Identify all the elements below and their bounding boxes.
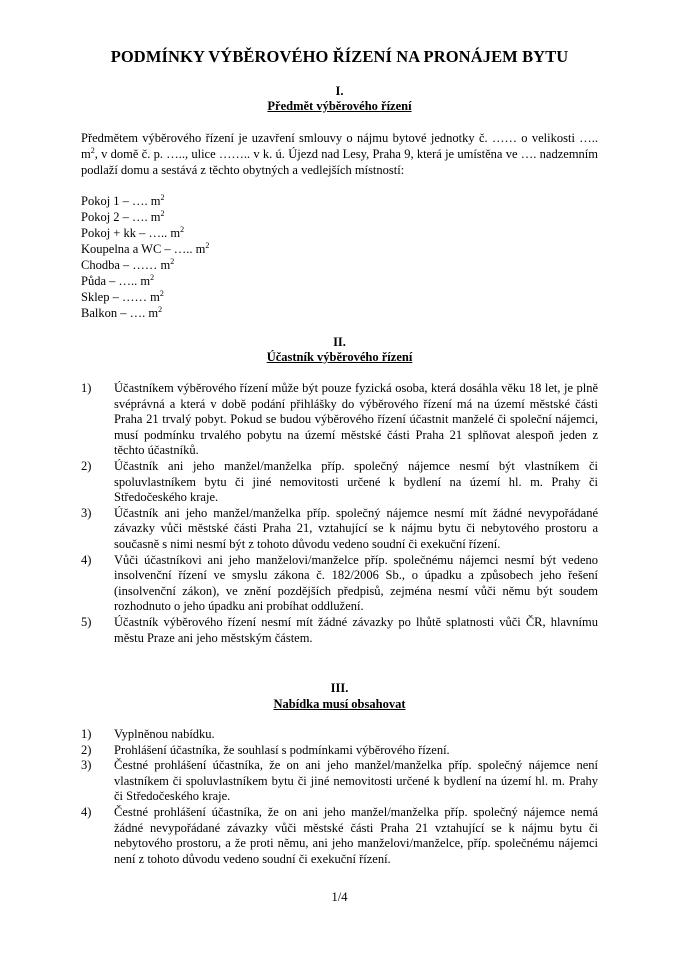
- list-item-text: Účastník výběrového řízení nesmí mít žádné závazky po lhůtě splatnosti vůči ČR, hlavnímu městu Praze ani jeho městským částem.: [114, 614, 598, 645]
- section-2-number: II.: [333, 335, 346, 349]
- room-unit-superscript: 2: [158, 305, 163, 314]
- list-item-number: 1): [81, 727, 92, 741]
- list-item: [81, 506, 598, 553]
- list-item: [81, 615, 598, 646]
- room-item: [81, 193, 209, 209]
- room-unit-superscript: 2: [150, 273, 155, 282]
- room-label: Pokoj 1 – …. m: [81, 194, 161, 208]
- list-item-text: Vyplněnou nabídku.: [114, 727, 215, 741]
- room-item: [81, 241, 209, 257]
- room-item: [81, 273, 209, 289]
- room-list: [81, 193, 209, 321]
- room-unit-superscript: 2: [205, 241, 210, 250]
- room-label: Chodba – …… m: [81, 258, 171, 272]
- list-item-number: 4): [81, 552, 92, 567]
- list-item: [81, 459, 598, 506]
- list-item: [81, 727, 598, 743]
- list-item-number: 2): [81, 458, 92, 473]
- list-item-text: Účastník ani jeho manžel/manželka příp. společný nájemce nesmí být vlastníkem či spoluvlastníkem bytu či jiné nemovitosti určené k bydlení na území hl. m. Prahy či Středočeského kraje.: [114, 458, 598, 505]
- page-number: 1/4: [331, 890, 348, 904]
- list-item-number: 1): [81, 381, 92, 395]
- room-unit-superscript: 2: [170, 257, 175, 266]
- list-item-text: Účastník ani jeho manžel/manželka příp. společný nájemce nesmí mít žádné nevypořádané závazky vůči městské části Praha 21, vztahující se k nájmu bytu či nebytového prostoru a současně s nimi nesmí být z tohoto důvodu vedeno soudní či exekuční řízení.: [114, 505, 598, 551]
- section-2-heading: Účastník výběrového řízení: [266, 350, 413, 364]
- list-item: [81, 743, 598, 759]
- section-1-intro: [81, 130, 598, 178]
- section-2-list: [81, 381, 598, 646]
- room-unit-superscript: 2: [159, 289, 164, 298]
- list-item-text: Vůči účastníkovi ani jeho manželovi/manželce příp. společnému nájemci nesmí být vedeno insolvenční řízení ve smyslu zákona č. 182/2006 Sb., o úpadku a způsobech jeho řešení (insolvenční zákon), ve znění pozdějších předpisů, zejména nesmí vůči němu být soudem rozhodnuto o jeho úpadku ani probíhat oddlužení.: [114, 552, 598, 614]
- room-label: Pokoj + kk – ….. m: [81, 226, 181, 240]
- list-item-number: 3): [81, 758, 92, 773]
- section-3-number: III.: [330, 681, 349, 695]
- list-item-text: Čestné prohlášení účastníka, že on ani jeho manžel/manželka příp. společný nájemce není vlastníkem či spoluvlastníkem bytu či jiné nemovitosti určené k bydlení na území hl. m. Prahy či Středočeského kraje.: [114, 758, 598, 804]
- list-item: [81, 758, 598, 805]
- room-item: [81, 209, 209, 225]
- list-item-text: Prohlášení účastníka, že souhlasí s podmínkami výběrového řízení.: [114, 742, 450, 757]
- list-item: [81, 381, 598, 459]
- room-label: Sklep – …… m: [81, 290, 160, 304]
- intro-text-part2: , v domě č. p. ….., ulice …….. v k. ú. Újezd nad Lesy, Praha 9, která je umístěna ve …. nadzemním podlaží domu a sestává z těchto obytných a vedlejších místností:: [81, 147, 598, 177]
- list-item-number: 4): [81, 804, 92, 819]
- list-item: [81, 805, 598, 867]
- room-label: Pokoj 2 – …. m: [81, 210, 161, 224]
- room-item: [81, 305, 209, 321]
- room-unit-superscript: 2: [160, 209, 165, 218]
- room-unit-superscript: 2: [180, 225, 185, 234]
- list-item-number: 3): [81, 505, 92, 520]
- room-item: [81, 225, 209, 241]
- room-item: [81, 289, 209, 305]
- list-item-number: 2): [81, 742, 92, 757]
- intro-superscript: 2: [90, 145, 95, 155]
- section-1-number: I.: [335, 84, 344, 98]
- room-item: [81, 257, 209, 273]
- document-title: PODMÍNKY VÝBĚROVÉHO ŘÍZENÍ NA PRONÁJEM BYTU: [110, 47, 569, 66]
- section-1-heading: Předmět výběrového řízení: [267, 99, 412, 113]
- room-unit-superscript: 2: [160, 193, 165, 202]
- list-item-number: 5): [81, 614, 92, 629]
- section-3-list: [81, 727, 598, 867]
- section-3-heading: Nabídka musí obsahovat: [273, 697, 406, 711]
- list-item-text: Účastníkem výběrového řízení může být pouze fyzická osoba, která dosáhla věku 18 let, je plně svéprávná a která v době podání přihlášky do výběrového řízení má na území městské části Praha 21 trvalý pobyt. Pokud se budou výběrového řízení účastnit manželé či společní nájemci, musí podmínku trvalého pobytu na území městské části Praha 21 splňovat alespoň jeden z těchto účastníků.: [114, 381, 598, 458]
- list-item-text: Čestné prohlášení účastníka, že on ani jeho manžel/manželka příp. společný nájemce nemá žádné nevypořádané závazky vůči městské části Praha 21 vztahující se k nájmu bytu či nebytového prostoru, a že proti němu, ani jeho manželovi/manželce, příp. společnému nájemci není z tohoto důvodu vedeno soudní či exekuční řízení.: [114, 804, 598, 866]
- list-item: [81, 553, 598, 615]
- room-label: Koupelna a WC – ….. m: [81, 242, 206, 256]
- room-label: Půda – ….. m: [81, 274, 151, 288]
- room-label: Balkon – …. m: [81, 306, 159, 320]
- intro-text-part1: Předmětem výběrového řízení je uzavření smlouvy o nájmu bytové jednotky č. …… o velikosti ….. m: [81, 131, 598, 161]
